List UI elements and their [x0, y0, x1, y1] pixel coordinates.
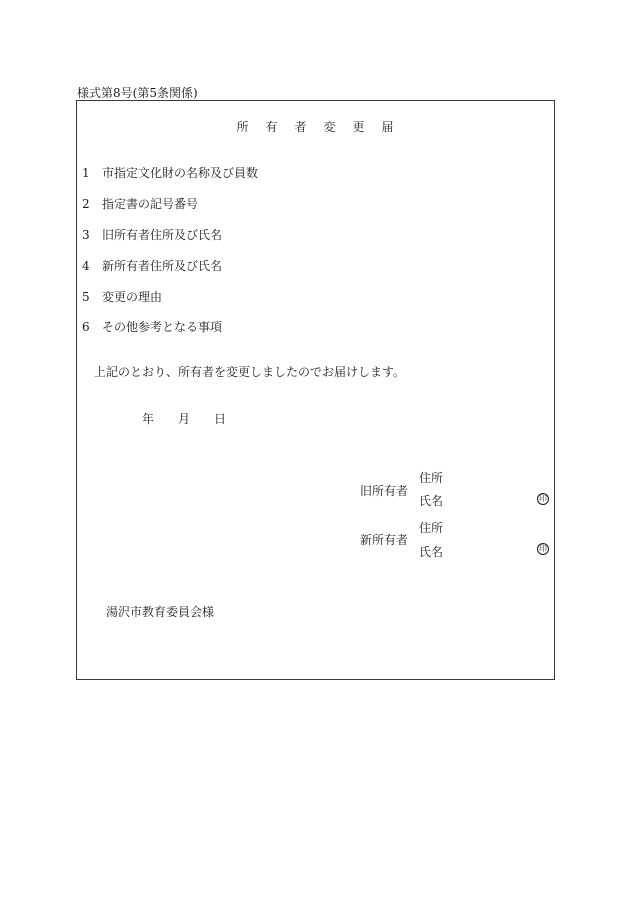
former-owner-seal-icon: 印 [539, 494, 547, 503]
date-day: 日 [214, 412, 227, 426]
form-title: 所有者変更届 [236, 120, 411, 134]
item-label: 変更の理由 [102, 290, 163, 304]
item-number: 1 [82, 166, 90, 180]
item-2 [82, 195, 198, 212]
item-label: 指定書の記号番号 [102, 197, 199, 211]
item-number: 6 [82, 320, 90, 334]
item-4 [82, 257, 222, 274]
declaration-statement: 上記のとおり、所有者を変更しましたのでお届けします。 [94, 365, 406, 379]
form-number: 様式第8号(第5条関係) [77, 86, 198, 100]
former-owner-address-label: 住所 [419, 471, 444, 485]
date-year: 年 [142, 412, 155, 426]
item-label: 市指定文化財の名称及び員数 [102, 166, 259, 180]
item-number: 5 [82, 290, 90, 304]
item-6 [82, 318, 222, 335]
former-owner-name-label: 氏名 [419, 494, 444, 508]
item-3 [82, 226, 222, 243]
new-owner-address-label: 住所 [419, 521, 444, 535]
item-label: 新所有者住所及び氏名 [102, 259, 223, 273]
new-owner-seal-icon: 印 [539, 544, 547, 553]
form-frame [76, 100, 555, 680]
new-owner-role: 新所有者 [360, 533, 409, 547]
item-number: 4 [82, 259, 90, 273]
new-owner-name-label: 氏名 [419, 545, 444, 559]
item-number: 3 [82, 228, 90, 242]
item-label: 旧所有者住所及び氏名 [102, 228, 223, 242]
item-5 [82, 288, 162, 305]
item-1 [82, 164, 258, 181]
item-number: 2 [82, 197, 90, 211]
addressee: 湯沢市教育委員会様 [106, 605, 215, 619]
former-owner-role: 旧所有者 [360, 484, 409, 498]
date-month: 月 [178, 412, 191, 426]
item-label: その他参考となる事項 [102, 320, 223, 334]
